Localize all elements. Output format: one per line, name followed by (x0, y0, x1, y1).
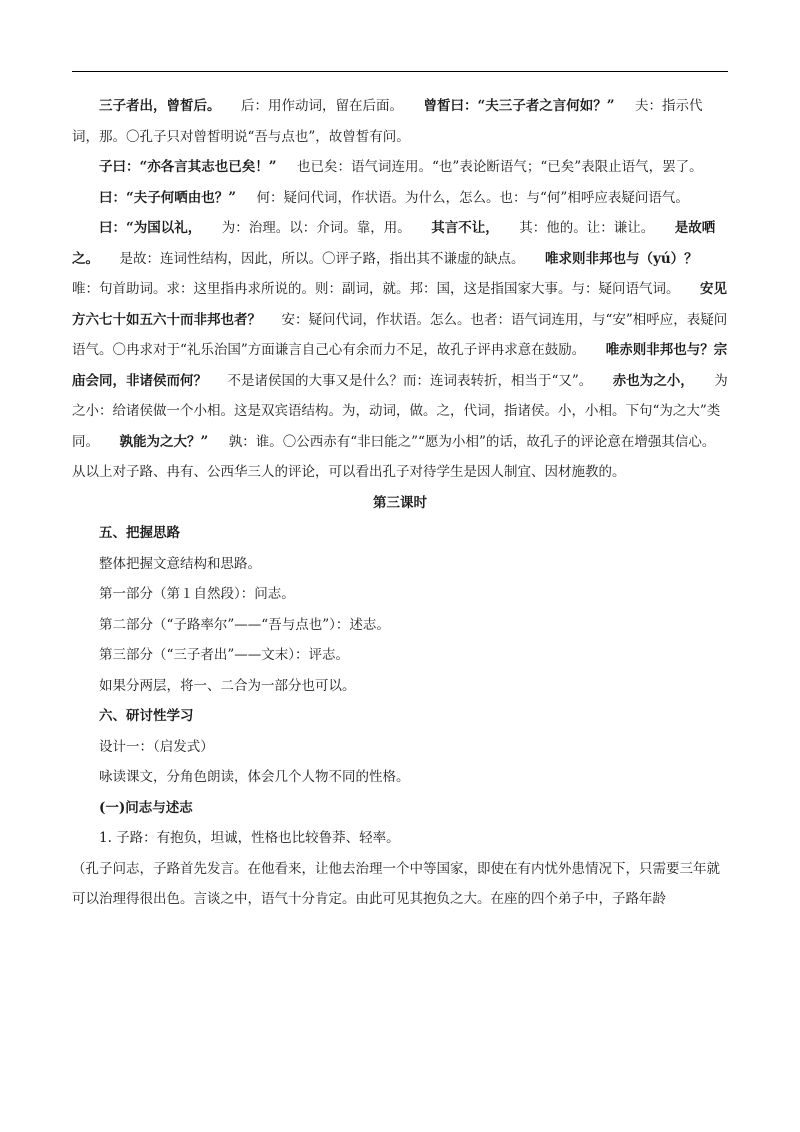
note-text: 为之小：给诸侯做一个小相。这是双宾语结构。为，动词，做。之，代词，指诸侯。小，小相。下句“为之大”类同。 (72, 372, 728, 450)
quote-bold: 是故哂之。 (72, 220, 716, 267)
quote-bold: 曰：“为国以礼， (99, 220, 202, 236)
annotation-paragraph-3 (72, 183, 728, 214)
annotation-paragraph-1 (72, 91, 728, 152)
annotation-paragraph-2 (72, 152, 728, 183)
quote-bold: 其言不让， (431, 220, 499, 236)
quote-bold: 赤也为之小， (612, 372, 694, 389)
subsection-heading: (一)问志与述志 (99, 799, 193, 816)
note-text: 不是诸侯国的大事又是什么？而：连词表转折，相当于“又”。 (227, 372, 593, 389)
note-text: 孰：谁。〇公西赤有“非曰能之”“愿为小相”的话，故孔子的评论意在增强其信心。从以上对子路、冉有、公西华三人的评论，可以看出孔子对待学生是因人制宜、因材施教的。 (72, 433, 716, 480)
note-text: 其：他的。让：谦让。 (519, 220, 655, 236)
section-6-heading: 六、研讨性学习 (99, 708, 194, 724)
note-text: 安：疑问代词，作状语。怎么。也者：语气词连用，与“安”相呼应，表疑问语气。〇冉求对于“礼乐治国”方面谦言自己心有余而力不足，故孔子评冉求意在鼓励。 (72, 311, 728, 358)
note-text: 后：用作动词，留在后面。 (240, 98, 403, 114)
section-5-item: 如果分两层，将一、二合为一部分也可以。 (99, 677, 356, 694)
header-rule (72, 71, 728, 72)
note-text: 唯：句首助词。求：这里指冉求所说的。则：副词，就。邦：国，这是指国家大事。与：疑问语气词。 (72, 281, 680, 297)
quote-bold: 安见方六七十如五六十而非邦也者？ (72, 281, 727, 328)
quote-bold: 三子者出，曾皙后。 (99, 98, 221, 114)
note-text: 为：治理。以：介词。靠，用。 (221, 220, 411, 236)
note-text: 是故：连词性结构，因此，所以。〇评子路，指出其不谦虚的缺点。 (119, 250, 525, 267)
annotation-paragraph-4 (72, 213, 728, 488)
note-text: 也已矣：语气词连用。“也”表论断语气；“已矣”表限止语气，罢了。 (297, 159, 703, 175)
quote-bold: 唯赤则非邦也与？宗庙会同，非诸侯而何？ (72, 342, 728, 389)
section-5-item: 整体把握文意结构和思路。 (99, 555, 261, 572)
section-6-intro: 咏读课文，分角色朗读，体会几个人物不同的性格。 (99, 769, 410, 785)
quote-bold: 子曰：“亦各言其志也已矣！” (99, 159, 277, 175)
section-5-item: 第一部分（第１自然段）：问志。 (99, 586, 295, 602)
note-text: 何：疑问代词，作状语。为什么，怎么。也：与“何”相呼应表疑问语气。 (256, 189, 689, 206)
body-paragraph: （孔子问志，子路首先发言。在他看来，让他去治理一个中等国家，即使在有内忧外患情况下，只需要三年就可以治理得很出色。言谈之中，语气十分肯定。由此可见其抱负之大。在座的四个弟子中，子路年龄 (72, 860, 720, 907)
quote-bold: 孰能为之大？” (119, 433, 209, 450)
quote-bold: 唯求则非邦也与（yú）？ (544, 250, 698, 267)
section-5-item: 第二部分（“子路率尔”——“吾与点也”）：述志。 (99, 616, 390, 633)
design-label: 设计一：（启发式） (99, 738, 214, 755)
quote-bold: 曰：“夫子何哂由也？” (99, 189, 237, 206)
lesson-title: 第三课时 (373, 494, 427, 511)
section-5-item: 第三部分（“三子者出”——文末）：评志。 (99, 647, 350, 663)
note-text: 夫：指示代词，那。〇孔子只对曾皙明说“吾与点也”，故曾皙有问。 (72, 98, 703, 145)
list-item: 1. 子路：有抱负，坦诚，性格也比较鲁莽、轻率。 (99, 830, 400, 846)
document-page (72, 91, 728, 915)
quote-bold: 曾皙曰：“夫三子者之言何如？” (423, 98, 615, 114)
section-5-heading: 五、把握思路 (99, 525, 180, 541)
